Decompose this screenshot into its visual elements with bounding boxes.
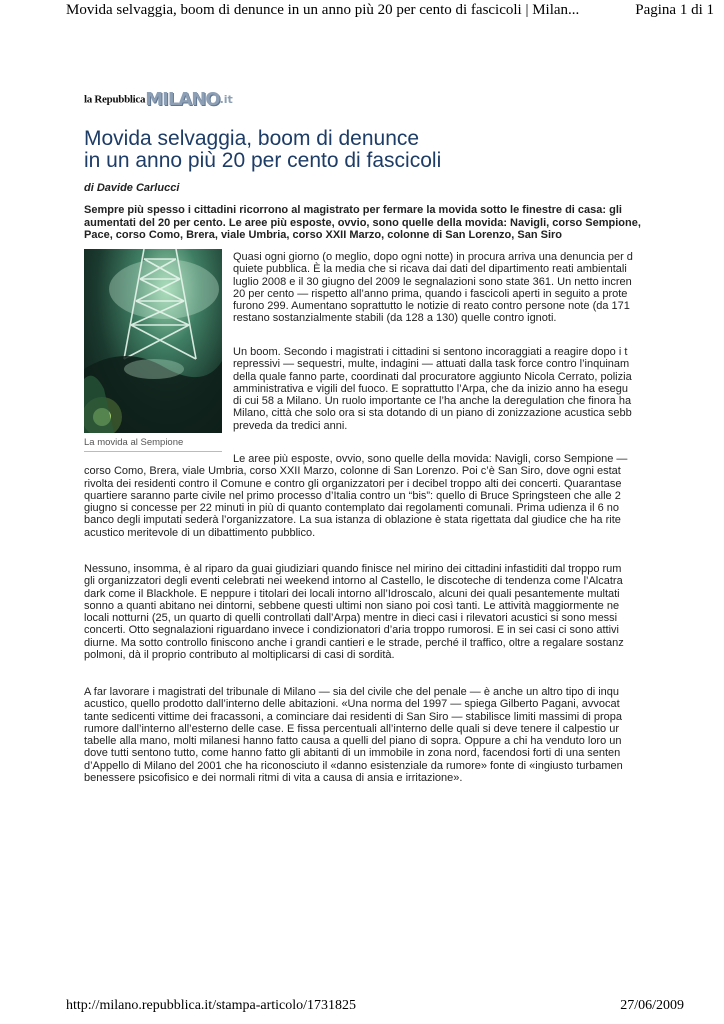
text-line: acustico meritevole di un dibattimento pubblico. [84, 526, 316, 539]
text-line: Nessuno, insomma, è al riparo da guai giudiziari quando finisce nel mirino dei cittadini infastiditi dal troppo rum [84, 563, 622, 575]
text-line: tabelle alla mano, molti milanesi hanno fatto causa a quelli del piano di sopra. Oppure a chi ha venduto loro un [84, 735, 622, 748]
text-line: Un boom. Secondo i magistrati i cittadini si sentono incoraggiati a reagire dopo i t [233, 346, 628, 358]
article-byline: di Davide Carlucci [84, 182, 180, 194]
print-header-title: Movida selvaggia, boom di denunce in un anno più 20 per cento di fascicoli | Milan... [66, 2, 580, 18]
sempione-tower-illustration [84, 249, 222, 433]
text-line: corso Como, Brera, viale Umbria, corso XXII Marzo, colonne di San Lorenzo. Poi c’è San Siro, dove ogni estat [84, 465, 621, 478]
logo-repubblica-text: la Repubblica [84, 93, 146, 106]
article-paragraph-5 [84, 686, 658, 798]
text-line: rumore dall’interno all’esterno delle case. E fissa percentuali all’interno delle quali si deve tenere il calpestio ur [84, 722, 620, 735]
text-line: rivolta dei residenti contro il Comune e contro gli organizzatori per i decibel troppo alti dei concerti. Quarantase [84, 477, 622, 490]
page-counter: Pagina 1 di 1 [635, 2, 714, 18]
text-line: preveda da tredici anni. [233, 419, 348, 432]
lead-line: Pace, corso Como, Brera, viale Umbria, corso XXII Marzo, colonne di San Lorenzo, San Siro [84, 229, 563, 241]
text-line: quartiere saranno parte civile nel primo processo d’Italia contro un “bis”: quello di Bruce Springsteen che alle 2 [84, 489, 621, 502]
text-line: gli organizzatori degli eventi celebrati nei weekend intorno al Castello, le discoteche di tendenza come l’Alcatra [84, 575, 623, 588]
text-line: Milano, città che solo ora si sta dotando di un piano di zonizzazione acustica sebb [233, 407, 632, 420]
article-paragraph-4 [84, 563, 658, 673]
text-line: quiete pubblica. È la media che si ricava dai dati del dipartimento reati ambientali [233, 263, 627, 276]
text-line: tante sedicenti vittime dei fracassoni, a cominciare dai residenti di San Siro — stabilisce limiti massimi di propa [84, 710, 623, 723]
article-photo [84, 249, 222, 433]
lead-line: aumentati del 20 per cento. Le aree più esposte, ovvio, sono quelle della movida: Navigli, corso Sempione, [84, 216, 641, 229]
footer-url[interactable]: http://milano.repubblica.it/stampa-articolo/1731825 [66, 998, 357, 1013]
print-footer [66, 998, 684, 1016]
article-title-line-2: in un anno più 20 per cento di fascicoli [84, 149, 442, 172]
text-line: della quale fanno parte, coordinati dal procuratore aggiunto Nicola Cerrato, polizia [233, 370, 632, 383]
article-title [84, 128, 684, 172]
article-lead [84, 204, 658, 248]
text-line: A far lavorare i magistrati del tribunale di Milano — sia del civile che del penale — è anche un altro tipo di inqu [84, 686, 620, 698]
text-line: d’Appello di Milano del 2001 che ha riconosciuto il «danno esistenziale da rumore» fonte di «ingiusto turbamen [84, 759, 623, 772]
repubblica-milano-logo[interactable] [84, 89, 233, 111]
article-title-line-1: Movida selvaggia, boom di denunce [84, 127, 420, 150]
text-line: Quasi ogni giorno (o meglio, dopo ogni notte) in procura arriva una denuncia per d [233, 251, 633, 263]
text-line: amministrativa e vigili del fuoco. E soprattutto l’Arpa, che da inizio anno ha esegu [233, 382, 628, 395]
text-line: giugno si concesse per 22 minuti in più di quanto contemplato dai regolamenti comunali. Prima udienza il 6 no [84, 502, 620, 515]
text-line: 20 per cento — rispetto all’anno prima, quando i fascicoli aperti in seguito a prote [233, 287, 628, 300]
article-paragraph-2 [233, 346, 658, 442]
text-line: polmoni, dà il proprio contributo al moltiplicarsi di casi di sordità. [84, 649, 395, 662]
print-header [66, 2, 714, 22]
text-line: acustico, quello prodotto dall’interno delle abitazioni. «Una norma del 1997 — spiega Gilberto Pagani, avvocat [84, 698, 620, 711]
article-paragraph-3 [84, 453, 658, 551]
text-line: repressivi — sequestri, multe, indagini — attuati dalla task force contro l’inquinam [233, 358, 630, 371]
text-line: luglio 2008 e il 30 giugno del 2009 le segnalazioni sono state 361. Un netto incren [233, 275, 632, 288]
logo-it-text: .it [219, 93, 233, 106]
text-line: di cui 58 a Milano. Un ruolo importante ce l’ha anche la deregulation che finora ha [233, 395, 632, 408]
text-line: benessere psicofisico e dei normali ritmi di vita a causa di ansia e irritazione». [84, 772, 463, 785]
text-line: locali notturni (25, un quarto di quelli controllati dall’Arpa) mentre in dieci casi i rilevatori acustici si sono messi [84, 612, 618, 625]
text-line: furono 299. Aumentano soprattutto le notizie di reato contro persone note (da 171 [233, 300, 630, 313]
text-line: banco degli imputati sederà l’organizzatore. La sua istanza di oblazione è stata rigettata dal giudice che ha rite [84, 514, 621, 527]
text-line: diurne. Ma sotto controllo finiscono anche i grandi cantieri e le strade, perché il traffico, oltre a regalare sostanz [84, 636, 624, 649]
footer-date: 27/06/2009 [620, 998, 684, 1013]
caption-divider [84, 451, 222, 452]
text-line: restano sostanzialmente stabili (da 128 a 130) quelle contro ignoti. [233, 312, 557, 325]
photo-caption: La movida al Sempione [84, 437, 184, 448]
text-line: dove tutti sentono tutto, come hanno fatto gli abitanti di un immobile in zona nord, facendosi forti di una senten [84, 747, 621, 760]
text-line: sonno a quanti abitano nei dintorni, sebbene questi ultimi non siano poi così tanti. Le attività maggiormente ne [84, 599, 620, 612]
logo-milano-text: MILANO [145, 89, 220, 110]
text-line: Le aree più esposte, ovvio, sono quelle della movida: Navigli, corso Sempione — [233, 453, 628, 465]
article-paragraph-1 [233, 251, 658, 339]
lead-line: Sempre più spesso i cittadini ricorrono al magistrato per fermare la movida sotto le finestre di casa: gli [84, 204, 622, 216]
text-line: concerti. Otto segnalazioni riguardano invece i condizionatori d’aria troppo rumorosi. E in sei casi ci sono attivi [84, 624, 619, 637]
text-line: dark come il Blackhole. E neppure i titolari dei locali intorno all’Idroscalo, alcuni dei quali pesantemente multati [84, 587, 620, 600]
